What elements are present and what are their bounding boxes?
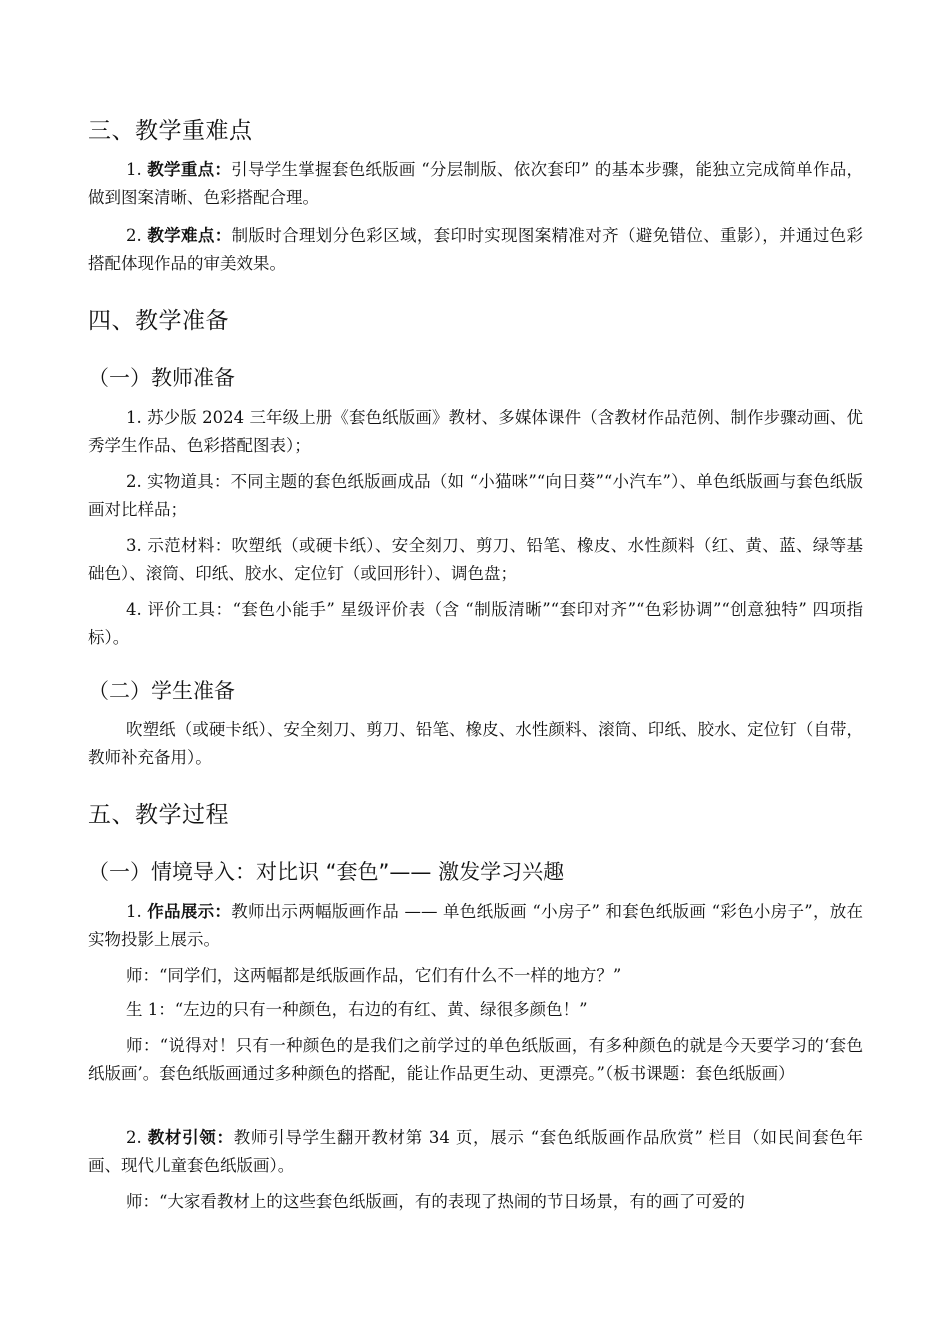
- item-number: 2.: [126, 1128, 142, 1147]
- difficulty-paragraph: [88, 222, 863, 278]
- dialogue-line: 生 1：“左边的只有一种颜色，右边的有红、黄、绿很多颜色！”: [126, 1000, 588, 1019]
- bold-label: 教学难点：: [147, 226, 232, 245]
- item-number: 2.: [126, 226, 142, 245]
- item-number: 1.: [126, 902, 142, 921]
- section-heading-5: 五、教学过程: [88, 802, 229, 828]
- student-prep-paragraph: 吹塑纸（或硬卡纸）、安全刻刀、剪刀、铅笔、橡皮、水性颜料、滚筒、印纸、胶水、定位钉（自带，教师补充备用）。: [88, 720, 863, 767]
- textbook-guide-paragraph: [88, 1124, 863, 1180]
- section-heading-3: 三、教学重难点: [88, 118, 253, 144]
- bold-label: 作品展示：: [147, 902, 232, 921]
- paragraph-text: 教师引导学生翻开教材第 34 页，展示 “套色纸版画作品欣赏” 栏目（如民间套色年画、现代儿童套色纸版画）。: [88, 1128, 863, 1175]
- list-item: 3. 示范材料：吹塑纸（或硬卡纸）、安全刻刀、剪刀、铅笔、橡皮、水性颜料（红、黄、蓝、绿等基础色）、滚筒、印纸、胶水、定位钉（或回形针）、调色盘；: [88, 536, 863, 583]
- subsection-heading-intro: （一）情境导入：对比识 “套色”—— 激发学习兴趣: [88, 860, 565, 884]
- dialogue-line: 师：“大家看教材上的这些套色纸版画，有的表现了热闹的节日场景，有的画了可爱的: [126, 1192, 745, 1211]
- bold-label: 教材引领：: [147, 1128, 234, 1147]
- paragraph-text: 引导学生掌握套色纸版画 “分层制版、依次套印” 的基本步骤，能独立完成简单作品，做到图案清晰、色彩搭配合理。: [88, 160, 864, 207]
- key-point-paragraph: [88, 156, 863, 212]
- item-number: 1.: [126, 160, 142, 179]
- subsection-heading-student-prep: （二）学生准备: [88, 679, 235, 703]
- artwork-display-paragraph: [88, 898, 863, 954]
- dialogue-line: 师：“同学们，这两幅都是纸版画作品，它们有什么不一样的地方？”: [126, 966, 622, 985]
- section-heading-4: 四、教学准备: [88, 308, 229, 334]
- dialogue-line: 师：“说得对！只有一种颜色的是我们之前学过的单色纸版画，有多种颜色的就是今天要学习的‘套色纸版画’。套色纸版画通过多种颜色的搭配，能让作品更生动、更漂亮。”（板书课题：套色纸版画）: [88, 1036, 863, 1083]
- list-item: 1. 苏少版 2024 三年级上册《套色纸版画》教材、多媒体课件（含教材作品范例、制作步骤动画、优秀学生作品、色彩搭配图表）；: [88, 408, 863, 455]
- paragraph-text: 教师出示两幅版画作品 —— 单色纸版画 “小房子” 和套色纸版画 “彩色小房子”，放在实物投影上展示。: [88, 902, 864, 949]
- paragraph-text: 制版时合理划分色彩区域，套印时实现图案精准对齐（避免错位、重影），并通过色彩搭配体现作品的审美效果。: [88, 226, 864, 273]
- bold-label: 教学重点：: [147, 160, 232, 179]
- subsection-heading-teacher-prep: （一）教师准备: [88, 366, 235, 390]
- list-item: 2. 实物道具：不同主题的套色纸版画成品（如 “小猫咪”“向日葵”“小汽车”）、单色纸版画与套色纸版画对比样品；: [88, 472, 863, 519]
- list-item: 4. 评价工具：“套色小能手” 星级评价表（含 “制版清晰”“套印对齐”“色彩协调”“创意独特” 四项指标）。: [88, 600, 863, 647]
